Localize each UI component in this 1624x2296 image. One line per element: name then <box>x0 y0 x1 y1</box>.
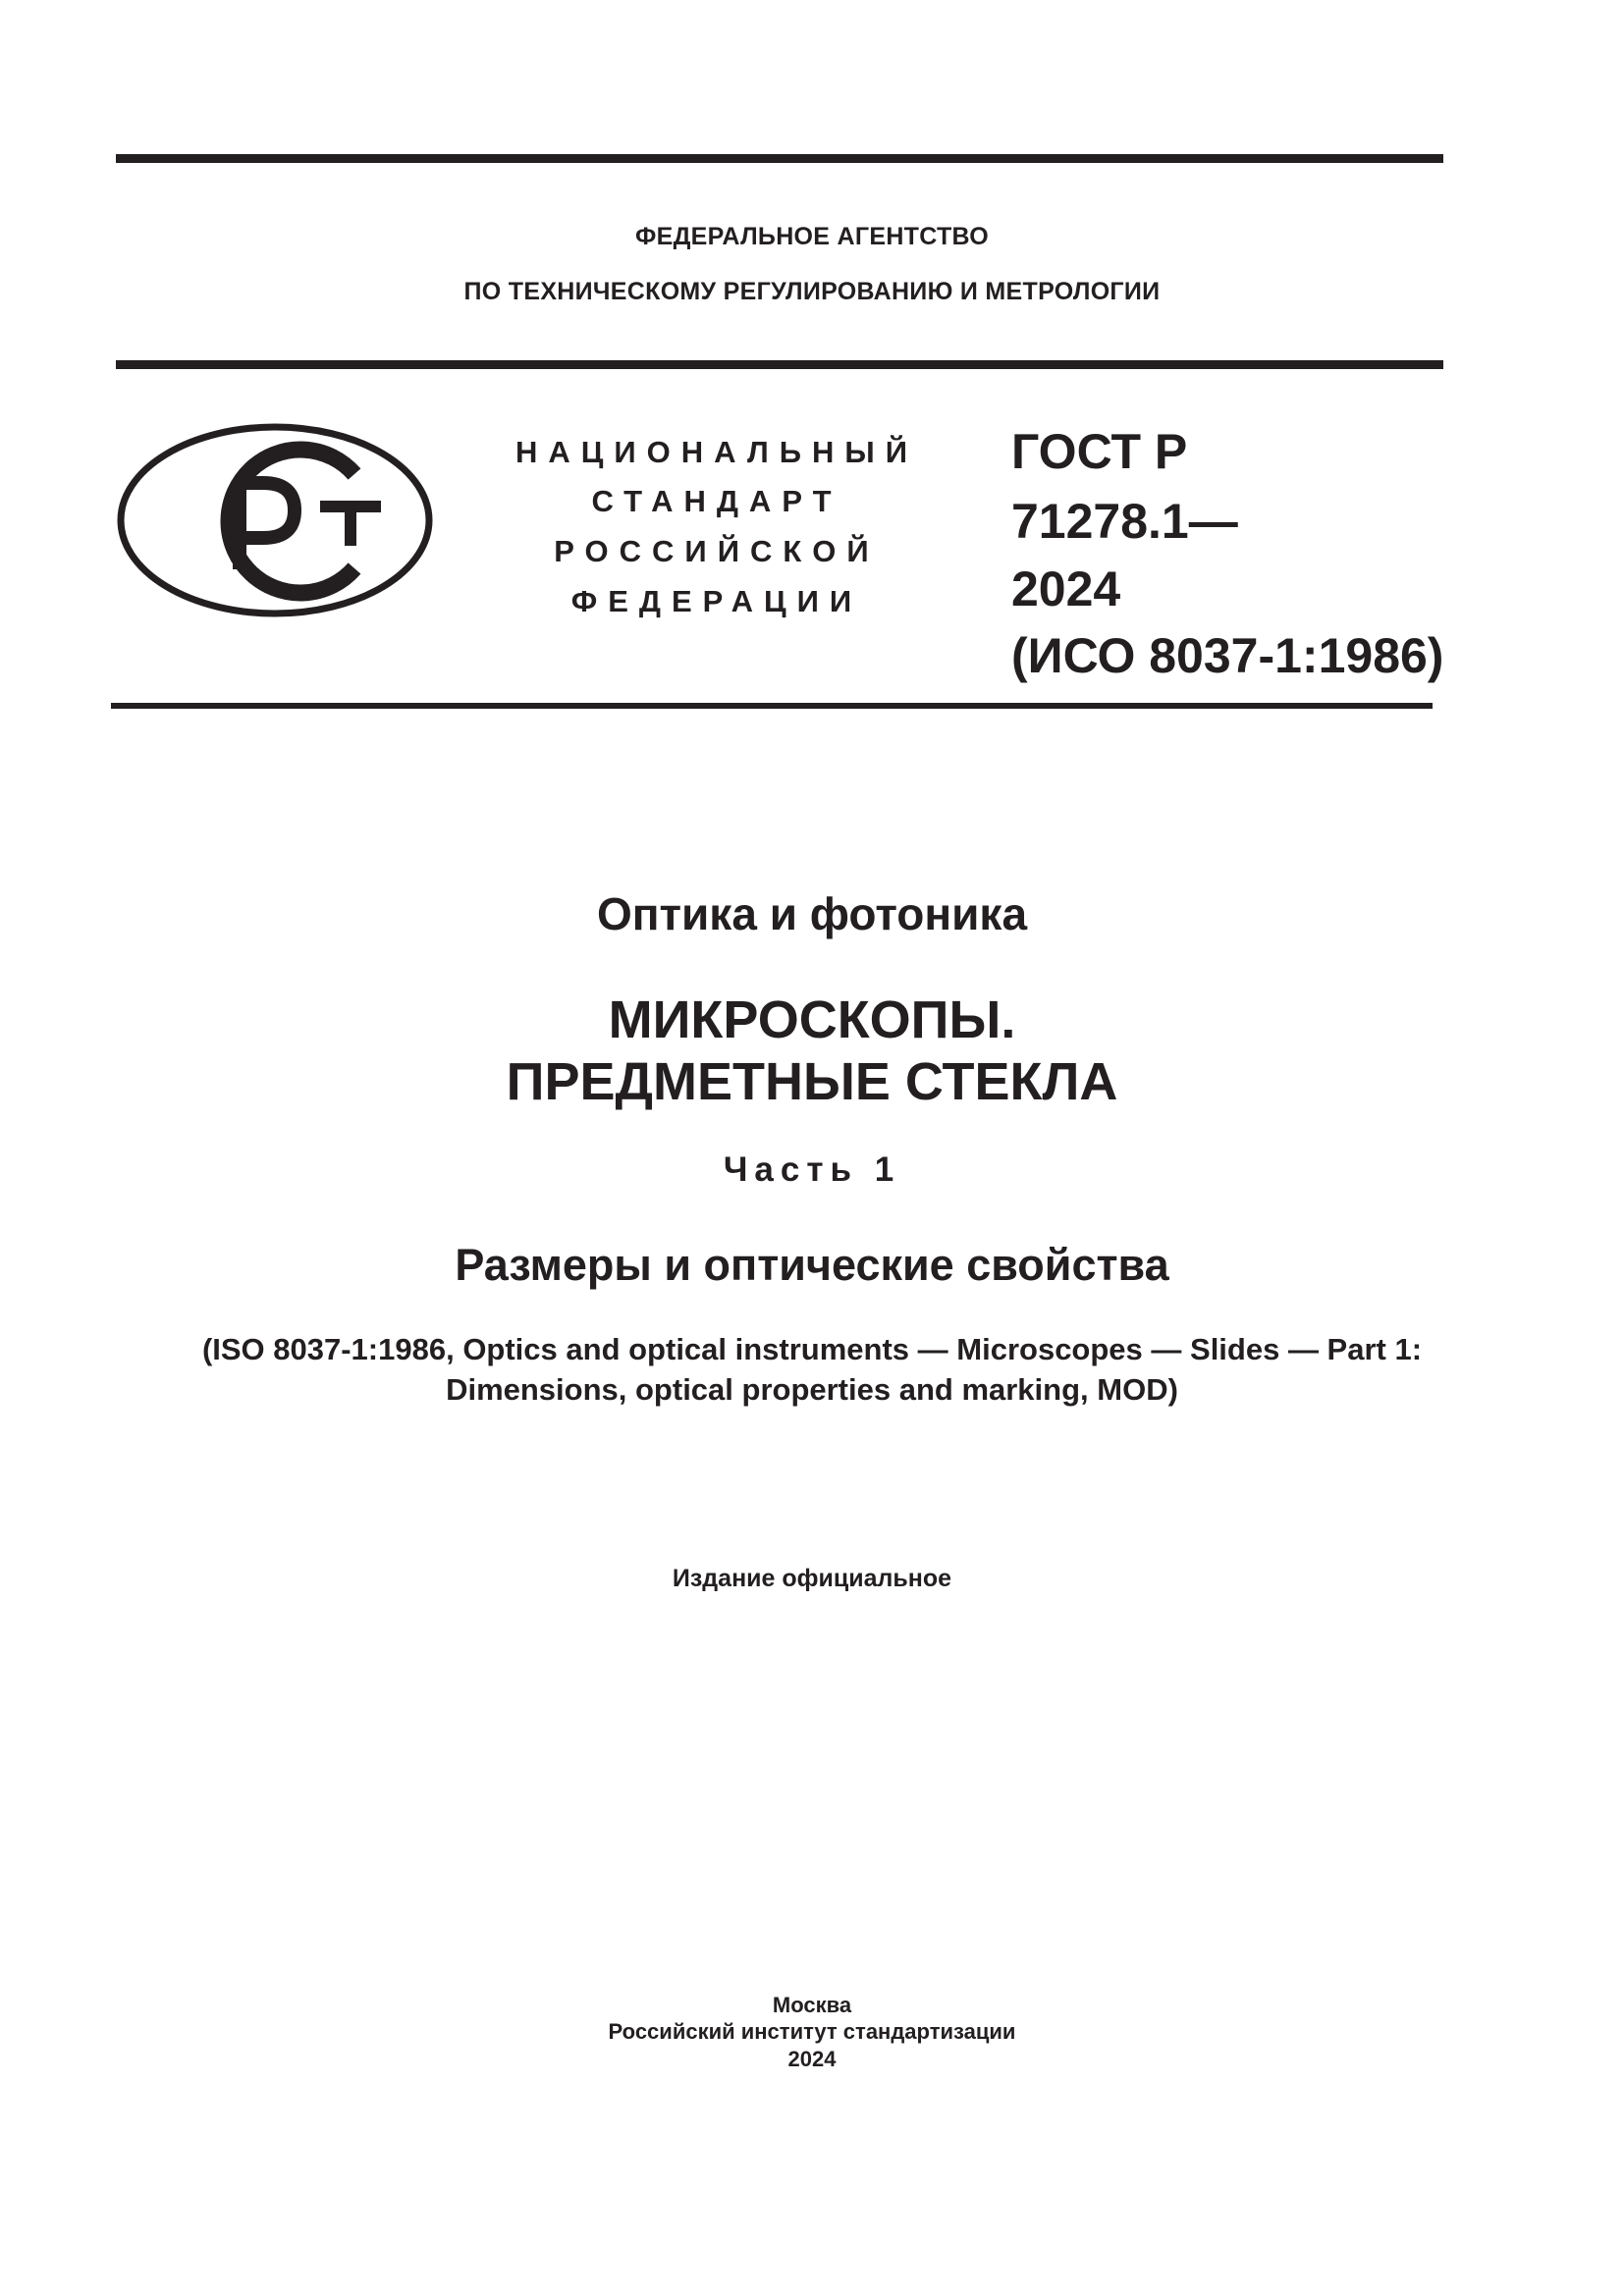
iso-reference-line1: (ISO 8037-1:1986, Optics and optical instruments — Microscopes — Slides — Part 1: <box>201 1332 1423 1366</box>
imprint-city: Москва <box>772 1993 852 2017</box>
standard-type-line2: СТАНДАРТ <box>591 484 842 518</box>
title-main-line1: МИКРОСКОПЫ. <box>608 990 1016 1049</box>
title-subject: Оптика и фотоника <box>596 888 1028 939</box>
imprint-publisher: Российский институт стандартизации <box>608 2019 1016 2044</box>
header-rule <box>111 703 1433 709</box>
standard-type-line4: ФЕДЕРАЦИИ <box>570 584 863 618</box>
designation-line4: (ИСО 8037-1:1986) <box>1011 628 1444 683</box>
rst-certification-mark-icon <box>116 422 434 618</box>
designation-line2: 71278.1— <box>1011 494 1238 549</box>
standard-type-line3: РОССИЙСКОЙ <box>554 534 880 568</box>
top-rule <box>116 154 1443 163</box>
edition-label: Издание официальное <box>672 1565 952 1592</box>
iso-reference-line2: Dimensions, optical properties and marking, MOD) <box>446 1372 1178 1407</box>
designation-line1: ГОСТ Р <box>1011 424 1188 479</box>
agency-name-line2: ПО ТЕХНИЧЕСКОМУ РЕГУЛИРОВАНИЮ И МЕТРОЛОГИИ <box>463 278 1161 305</box>
standard-type-line1: НАЦИОНАЛЬНЫЙ <box>514 435 919 469</box>
agency-rule <box>116 360 1443 369</box>
title-part: Часть 1 <box>723 1150 901 1189</box>
imprint-year: 2024 <box>787 2047 837 2071</box>
title-subtitle: Размеры и оптические свойства <box>455 1240 1169 1290</box>
designation-line3: 2024 <box>1011 561 1121 616</box>
agency-name-line1: ФЕДЕРАЛЬНОЕ АГЕНТСТВО <box>634 223 990 250</box>
title-main-line2: ПРЕДМЕТНЫЕ СТЕКЛА <box>506 1052 1118 1111</box>
